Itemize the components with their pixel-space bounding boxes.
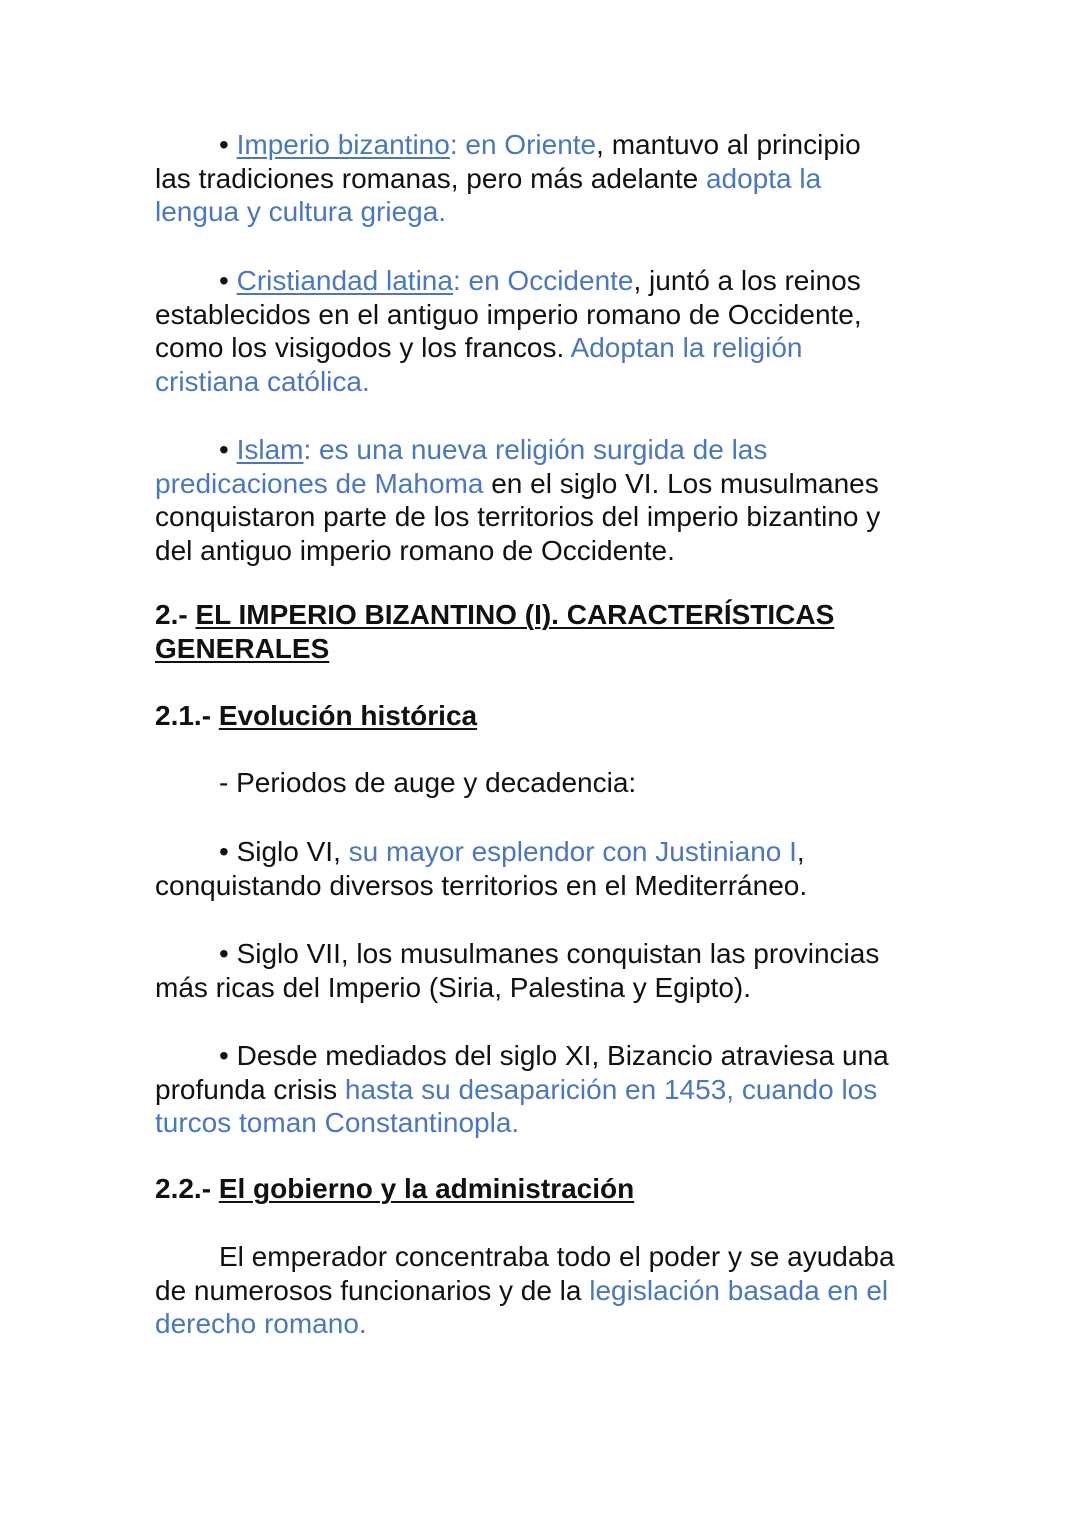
section-title: GENERALES <box>155 632 330 664</box>
paragraph-gobierno <box>155 1240 945 1341</box>
term-cristiandad-latina: Cristiandad latina <box>236 265 453 296</box>
body-text: , <box>796 836 805 867</box>
body-text: El emperador concentraba todo el poder y se ayudaba <box>219 1241 895 1272</box>
paragraph-periodos <box>155 766 945 800</box>
line <box>155 128 945 162</box>
paragraph-siglo-vi <box>155 835 945 902</box>
term-imperio-bizantino: Imperio bizantino <box>236 129 450 160</box>
highlight-text: turcos toman Constantinopla. <box>155 1107 520 1139</box>
section-title: El gobierno y la administración <box>218 1173 635 1204</box>
line <box>155 162 945 196</box>
paragraph-islam <box>155 433 945 567</box>
line <box>155 1039 945 1073</box>
highlight-text: predicaciones de Mahoma <box>155 467 484 499</box>
section-heading-2 <box>155 598 834 665</box>
bullet: • <box>219 938 229 969</box>
body-text: del antiguo imperio romano de Occidente. <box>155 534 675 566</box>
highlight-text: adopta la <box>705 162 822 194</box>
line <box>155 1274 945 1308</box>
line <box>155 467 945 501</box>
body-text: Siglo VII, los musulmanes conquistan las provincias <box>228 938 880 969</box>
body-text: conquistando diversos territorios en el Mediterráneo. <box>155 869 808 901</box>
line <box>155 331 945 365</box>
section-title: Evolución histórica <box>218 700 478 731</box>
highlight-text: legislación basada en el <box>589 1274 889 1306</box>
body-text: de numerosos funcionarios y de la <box>155 1274 590 1306</box>
body-text: - Periodos de auge y decadencia: <box>219 767 637 798</box>
paragraph-siglo-vii <box>155 937 945 1004</box>
line <box>155 598 834 632</box>
line <box>155 1073 945 1107</box>
section-heading-2-1 <box>155 699 477 733</box>
body-text: como los visigodos y los francos. <box>155 332 571 364</box>
section-heading-2-2 <box>155 1172 634 1206</box>
highlight-text: Adoptan la religión <box>570 332 803 364</box>
paragraph-cristiandad-latina <box>155 264 945 398</box>
highlight-text: : en Occidente <box>452 265 634 296</box>
bullet: • <box>219 836 229 867</box>
paragraph-siglo-xi <box>155 1039 945 1140</box>
body-text: Siglo VI, <box>228 836 349 867</box>
body-text: profunda crisis <box>155 1073 345 1105</box>
bullet: • <box>219 129 229 160</box>
body-text: conquistaron parte de los territorios del imperio bizantino y <box>155 501 881 533</box>
highlight-text: cristiana católica. <box>155 365 370 397</box>
highlight-text: lengua y cultura griega. <box>155 196 447 228</box>
highlight-text: su mayor esplendor con Justiniano I <box>348 836 797 867</box>
body-text: más ricas del Imperio (Siria, Palestina y Egipto). <box>155 971 751 1003</box>
highlight-text: derecho romano. <box>155 1308 367 1340</box>
section-title: EL IMPERIO BIZANTINO (I). CARACTERÍSTICAS <box>195 599 835 630</box>
section-number: 2.- <box>155 599 196 630</box>
body-text: las tradiciones romanas, pero más adelante <box>155 162 706 194</box>
body-text: , mantuvo al principio <box>596 129 861 160</box>
section-number: 2.1.- <box>155 700 219 731</box>
bullet: • <box>219 1040 229 1071</box>
line <box>155 632 834 666</box>
line <box>155 937 945 971</box>
line <box>155 264 945 298</box>
body-text: establecidos en el antiguo imperio romano de Occidente, <box>155 298 862 330</box>
bullet: • <box>219 434 229 465</box>
body-text: Desde mediados del siglo XI, Bizancio atraviesa una <box>228 1040 889 1071</box>
term-islam: Islam <box>236 434 304 465</box>
highlight-text: : es una nueva religión surgida de las <box>303 434 768 465</box>
paragraph-imperio-bizantino <box>155 128 945 229</box>
highlight-text: : en Oriente <box>449 129 597 160</box>
section-number: 2.2.- <box>155 1173 219 1204</box>
body-text: en el siglo VI. Los musulmanes <box>483 467 879 499</box>
body-text: , juntó a los reinos <box>633 265 861 296</box>
highlight-text: hasta su desaparición en 1453, cuando los <box>344 1073 878 1105</box>
line <box>155 433 945 467</box>
bullet: • <box>219 265 229 296</box>
line <box>155 835 945 869</box>
